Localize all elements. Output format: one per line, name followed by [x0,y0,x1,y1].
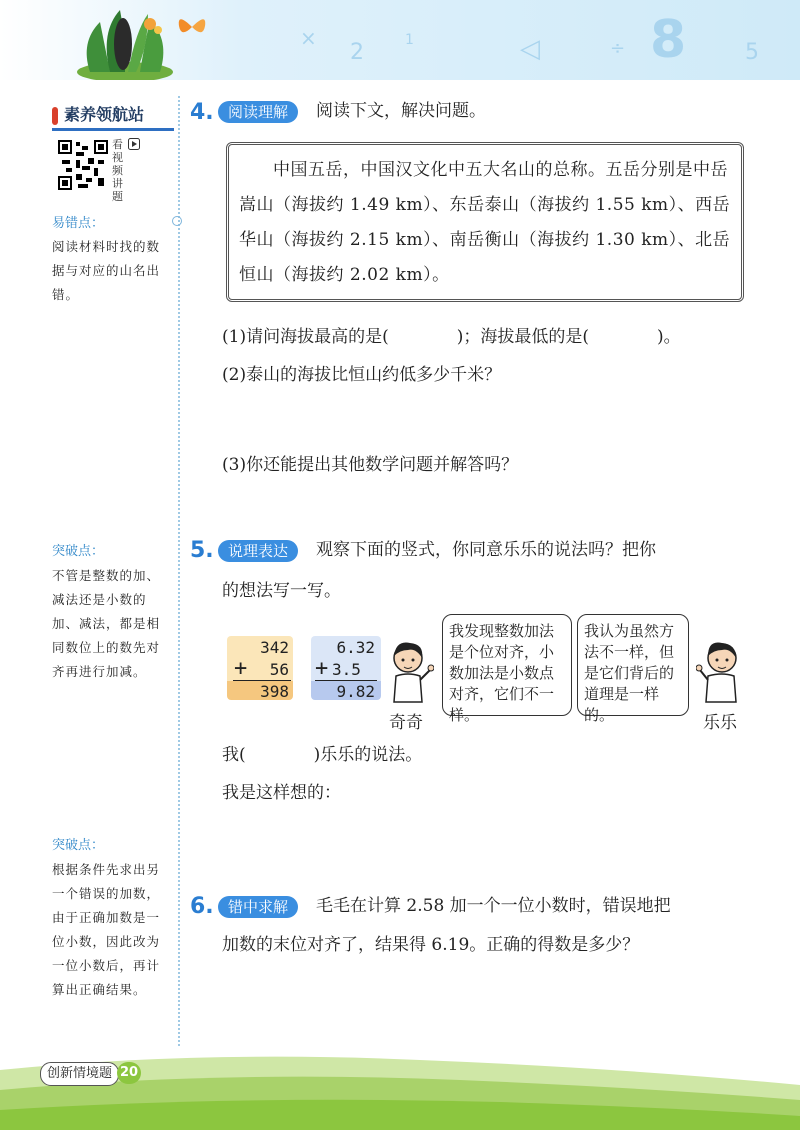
question-text-line1: 毛毛在计算 2.58 加一个一位小数时，错误地把 [316,896,671,916]
sub-question-3: (3)你还能提出其他数学问题并解答吗？ [222,455,519,475]
digit-deco-icon: 2 [350,40,364,65]
note-dot-icon [172,216,182,226]
question-text-line2: 加数的末位对齐了，结果得 6.19。正确的得数是多少？ [222,935,640,955]
question-prompt-cont: 的想法写一写。 [222,581,341,601]
calc-top: 342 [260,638,289,657]
calc-result: 398 [260,682,289,701]
speech-bubble-qiqi: 我发现整数加法是个位对齐，小数加法是小数点对齐，它们不一样。 [442,614,572,716]
grass-wave-icon [0,1040,800,1130]
question-tag: 错中求解 [218,896,298,918]
character-name-lele: 乐乐 [703,713,737,733]
calc-result: 9.82 [336,682,375,701]
brand-underline [52,128,174,131]
reading-passage [226,142,744,302]
digit-deco-icon: 8 [650,10,687,70]
sub-question-1: (1)请问海拔最高的是( )；海拔最低的是( )。 [222,327,681,347]
character-name-qiqi: 奇奇 [389,713,423,733]
page-header [0,0,800,80]
sidebar-divider [178,96,180,1046]
plant-decoration-icon [70,2,180,80]
pin-icon [52,107,58,125]
page-footer [0,1040,800,1130]
digit-deco-icon: 1 [405,32,414,48]
qr-code-icon[interactable] [58,140,108,190]
question-prompt: 阅读下文，解决问题。 [316,101,486,121]
calc-top: 6.32 [336,638,375,657]
play-icon [128,138,140,150]
butterfly-icon [175,12,209,42]
calc-operator: + [234,656,248,681]
footer-label: 创新情境题 [40,1062,119,1086]
calc-line [233,680,291,681]
passage-text: 中国五岳，中国汉文化中五大名山的总称。五岳分别是中岳嵩山（海拔约 1.49 km）、东岳泰山（海拔约 1.55 km）、西岳华山（海拔约 2.15 km）、南岳衡山（海拔约 1.30 km）、北岳恒山（海拔约 2.02 km）。 [239,160,731,285]
calc-second: 56 [269,660,289,679]
think-line: 我是这样想的： [222,783,341,803]
triangle-icon: ◁ [520,34,540,64]
sidebar [52,92,174,1052]
side-note-text: 根据条件先求出另一个错误的加数，由于正确加数是一位小数，因此改为一位小数后，再计算出正确结果。 [52,862,161,997]
boy-qiqi-icon [386,640,434,712]
qr-label: 看视频讲题 [112,138,123,203]
times-symbol-icon: × [300,26,317,50]
divide-symbol-icon: ÷ [610,38,626,59]
side-note-text: 不管是整数的加、减法还是小数的加、减法，都是相同数位上的数先对齐再进行加减。 [52,568,161,679]
digit-deco-icon: 5 [745,40,759,65]
answer-line: 我( )乐乐的说法。 [222,745,423,765]
calc-operator: + [315,656,329,681]
question-number: 5. [190,538,214,563]
page-number: 20 [117,1062,141,1084]
calc-second: 3.5 [332,660,361,679]
question-number: 6. [190,894,214,919]
calc-line [315,680,377,681]
question-number: 4. [190,100,214,125]
question-tag: 阅读理解 [218,101,298,123]
question-tag: 说理表达 [218,540,298,562]
side-note-title: 突破点： [52,544,105,559]
sub-question-2: (2)泰山的海拔比恒山约低多少千米？ [222,365,502,385]
speech-bubble-lele: 我认为虽然方法不一样，但是它们背后的道理是一样的。 [577,614,689,716]
side-note-title: 易错点： [52,212,104,231]
question-prompt: 观察下面的竖式，你同意乐乐的说法吗？把你 [316,540,656,560]
side-note-text: 阅读材料时找的数据与对应的山名出错。 [52,239,161,302]
side-note-title: 突破点： [52,838,105,853]
sidebar-brand: 素养领航站 [52,102,174,126]
boy-lele-icon [696,640,744,712]
